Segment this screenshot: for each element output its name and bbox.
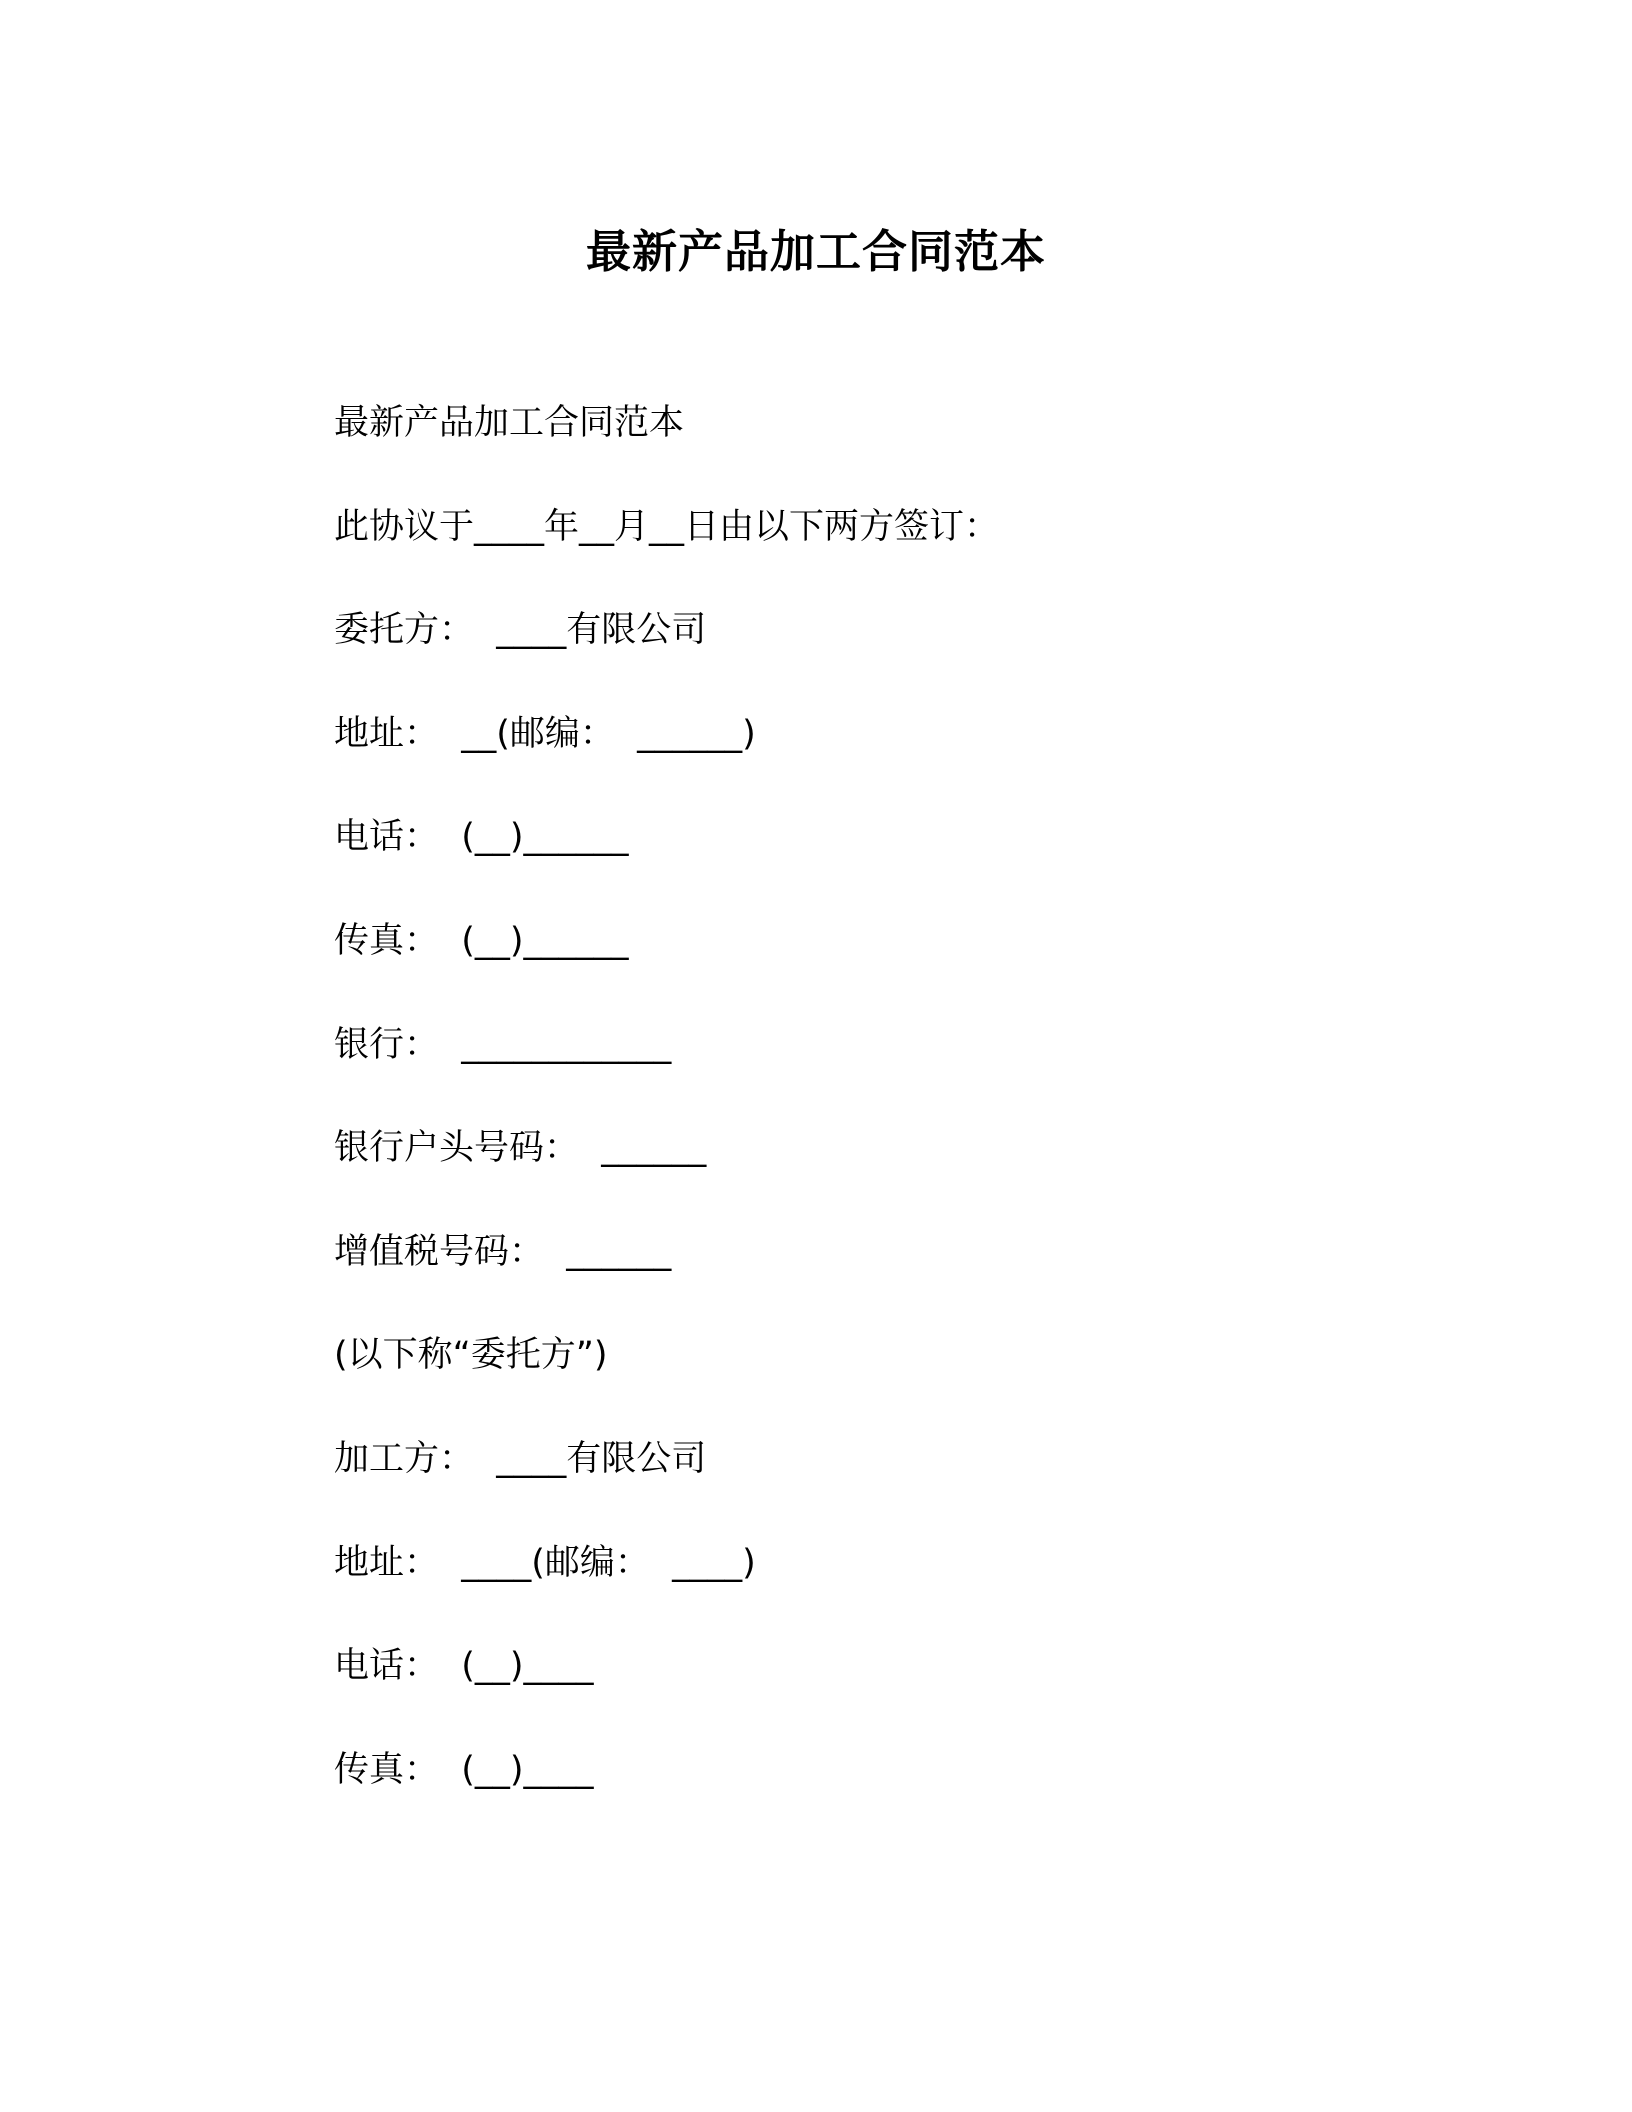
client-bank-line: 银行： ____________ (334, 1024, 672, 1065)
processor-name-line: 加工方： ____有限公司 (334, 1438, 707, 1479)
client-address-line: 地址： __(邮编： ______) (334, 713, 756, 754)
processor-phone-line: 电话： (__)____ (334, 1646, 594, 1687)
client-name-line: 委托方： ____有限公司 (334, 610, 707, 651)
client-phone-line: 电话： (__)______ (334, 817, 629, 858)
agreement-date-line: 此协议于____年__月__日由以下两方签订： (334, 506, 1000, 547)
processor-address-line: 地址： ____(邮编： ____) (334, 1542, 756, 1583)
client-fax-line: 传真： (__)______ (334, 920, 629, 961)
client-alias-line: (以下称“委托方”) (334, 1335, 608, 1376)
processor-fax-line: 传真： (__)____ (334, 1749, 594, 1790)
document-title: 最新产品加工合同范本 (585, 225, 1046, 278)
client-vat-number-line: 增值税号码： ______ (334, 1231, 672, 1272)
client-bank-account-line: 银行户头号码： ______ (334, 1128, 707, 1169)
body-subtitle: 最新产品加工合同范本 (334, 403, 685, 443)
document-body (334, 398, 999, 1848)
